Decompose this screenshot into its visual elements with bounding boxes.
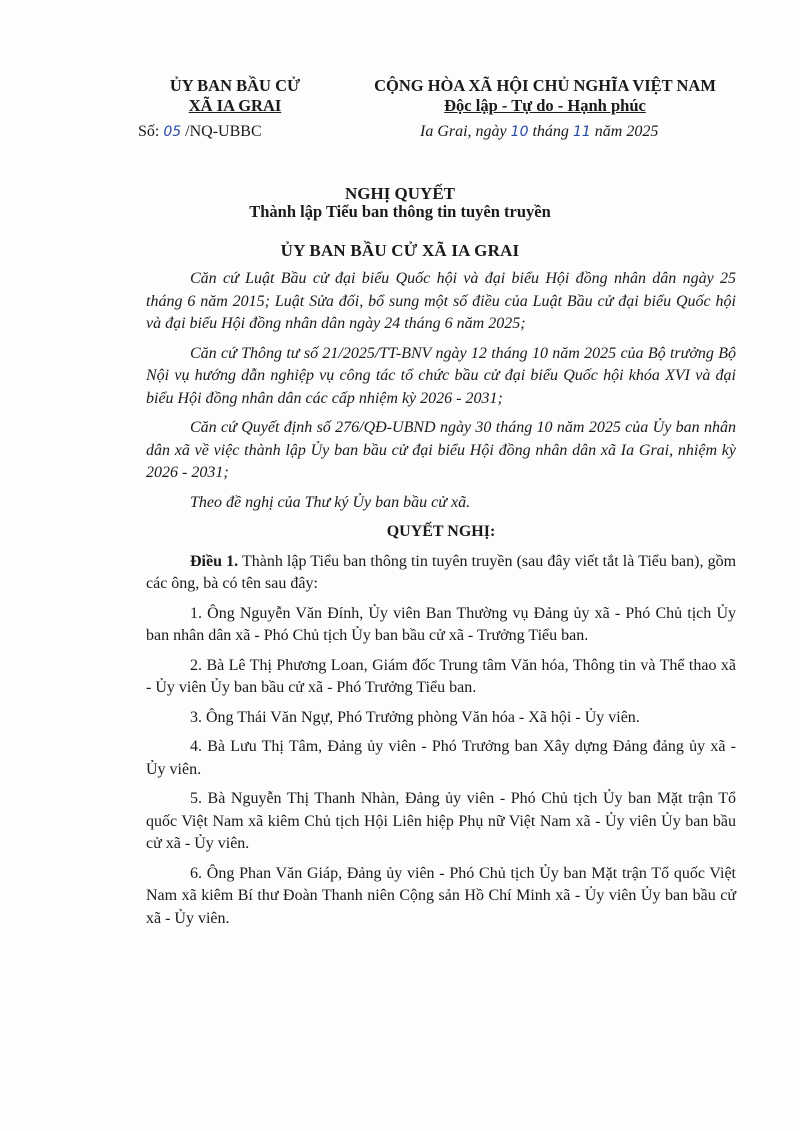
date-part-2: tháng: [532, 123, 569, 140]
national-motto: Độc lập - Tự do - Hạnh phúc: [444, 96, 646, 115]
date-day-handwritten: 10: [510, 124, 529, 140]
preamble-paragraph: Theo đề nghị của Thư ký Ủy ban bầu cử xã.: [190, 493, 471, 511]
preamble-paragraph: Căn cứ Luật Bầu cử đại biểu Quốc hội và đại biểu Hội đồng nhân dân ngày 25 tháng 6 năm 2015; Luật Sửa đổi, bổ sung một số điều của Luật Bầu cử đại biểu Quốc hội và đại biểu Hội đồng nhân dân ngày 24 tháng 6 năm 2025;: [146, 270, 736, 332]
nation-name: CỘNG HÒA XÃ HỘI CHỦ NGHĨA VIỆT NAM: [374, 76, 716, 95]
member-item: 4. Bà Lưu Thị Tâm, Đảng ủy viên - Phó Trưởng ban Xây dựng Đảng đảng ủy xã - Ủy viên.: [146, 738, 736, 778]
issuing-body: ỦY BAN BẦU CỬ XÃ IA GRAI: [280, 241, 520, 260]
document-type: NGHỊ QUYẾT: [344, 184, 456, 203]
number-prefix: Số:: [138, 123, 160, 140]
org-line-2: XÃ IA GRAI: [188, 96, 282, 115]
org-line-1: ỦY BAN BẦU CỬ: [169, 76, 301, 95]
article-1-text: Thành lập Tiểu ban thông tin tuyên truyền (sau đây viết tắt là Tiểu ban), gồm các ông, bà có tên sau đây:: [146, 552, 737, 592]
member-item: 2. Bà Lê Thị Phương Loan, Giám đốc Trung tâm Văn hóa, Thông tin và Thể thao xã - Ủy viên Ủy ban bầu cử xã - Phó Trưởng Tiểu ban.: [146, 656, 736, 696]
date-month-handwritten: 11: [572, 124, 591, 140]
number-handwritten: 05: [163, 124, 182, 140]
member-item: 5. Bà Nguyễn Thị Thanh Nhàn, Đảng ủy viên - Phó Chủ tịch Ủy ban Mặt trận Tổ quốc Việt Nam xã kiêm Chủ tịch Hội Liên hiệp Phụ nữ Việt Nam xã - Ủy viên Ủy ban bầu cử xã - Ủy viên.: [146, 790, 736, 852]
document-number: [138, 123, 262, 141]
preamble-paragraph: Căn cứ Quyết định số 276/QĐ-UBND ngày 30 tháng 10 năm 2025 của Ủy ban nhân dân xã về việc thành lập Ủy ban bầu cử đại biểu Hội đồng nhân dân xã Ia Grai, nhiệm kỳ 2026 - 2031;: [146, 419, 736, 481]
member-item: 1. Ông Nguyễn Văn Đính, Ủy viên Ban Thường vụ Đảng ủy xã - Phó Chủ tịch Ủy ban nhân dân xã - Phó Chủ tịch Ủy ban bầu cử xã - Trưởng Tiểu ban.: [146, 604, 736, 644]
resolution-heading: QUYẾT NGHỊ:: [386, 523, 496, 540]
article-1-label: Điều 1.: [190, 552, 239, 570]
document-body: [146, 268, 736, 937]
date-part-1: Ia Grai, ngày: [420, 123, 507, 140]
member-item: 3. Ông Thái Văn Ngự, Phó Trưởng phòng Văn hóa - Xã hội - Ủy viên.: [190, 708, 640, 726]
article-1: [146, 551, 736, 596]
document-date: [420, 123, 658, 141]
number-suffix: /NQ-UBBC: [185, 123, 262, 140]
date-part-3: năm 2025: [594, 123, 659, 140]
issuing-organization: [120, 76, 350, 116]
preamble-paragraph: Căn cứ Thông tư số 21/2025/TT-BNV ngày 12 tháng 10 năm 2025 của Bộ trưởng Bộ Nội vụ hướng dẫn nghiệp vụ công tác tổ chức bầu cử đại biểu Quốc hội khóa XVI và đại biểu Hội đồng nhân dân các cấp nhiệm kỳ 2026 - 2031;: [146, 344, 736, 407]
member-item: 6. Ông Phan Văn Giáp, Đảng ủy viên - Phó Chủ tịch Ủy ban Mặt trận Tổ quốc Việt Nam xã kiêm Bí thư Đoàn Thanh niên Cộng sản Hồ Chí Minh xã - Ủy viên Ủy ban bầu cử xã - Ủy viên.: [146, 864, 736, 927]
document-subject: Thành lập Tiểu ban thông tin tuyên truyền: [249, 202, 551, 221]
national-header: [340, 76, 750, 116]
